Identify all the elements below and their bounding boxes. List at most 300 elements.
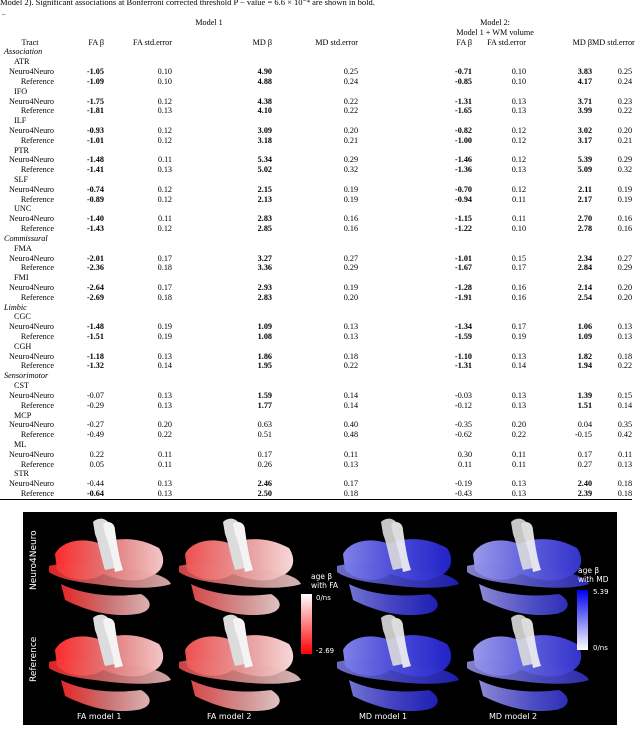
table-cell: 0.13 [343, 322, 359, 332]
group-label: Commissural [4, 233, 48, 243]
table-cell: 0.11 [512, 194, 527, 204]
table-cell: 1.06 [577, 322, 593, 332]
table-cell: 0.11 [512, 459, 527, 469]
table-row [0, 352, 632, 362]
cohort-label: Reference [20, 400, 54, 410]
table-cell: 0.11 [512, 214, 527, 224]
table-cell: 0.48 [343, 430, 359, 440]
table-cell: 0.18 [157, 263, 172, 273]
table-cell: 0.23 [617, 96, 633, 106]
cohort-label: Reference [20, 332, 54, 341]
table-cell: -1.31 [454, 361, 473, 371]
table-cell: 3.27 [257, 253, 272, 263]
table-cell: 1.86 [257, 351, 272, 361]
table-cell: 0.05 [89, 459, 104, 469]
cohort-label: Neuro4Neuro [8, 322, 54, 332]
tract-row [0, 381, 632, 391]
table-cell: 0.19 [343, 194, 359, 204]
table-cell: 0.13 [511, 106, 527, 116]
table-cell: -1.41 [86, 165, 104, 175]
table-cell: 0.26 [257, 459, 272, 469]
cohort-label: Neuro4Neuro [8, 390, 54, 400]
group-label: Sensorimotor [4, 371, 49, 381]
table-row [0, 283, 632, 293]
table-cell: 0.42 [617, 430, 633, 440]
group-label: Association [4, 47, 43, 57]
table-cell: 2.83 [257, 214, 272, 224]
table-cell: 0.13 [157, 400, 172, 410]
tract-label: ATR [14, 57, 30, 67]
table-cell: -1.00 [454, 135, 473, 145]
cohort-label: Reference [20, 263, 54, 273]
table-cell: -1.51 [86, 332, 104, 341]
cohort-label: Reference [20, 224, 54, 234]
table-cell: -1.67 [454, 263, 473, 273]
table-row [0, 332, 632, 342]
group-label: Limbic [4, 302, 27, 312]
table-cell: 0.20 [511, 420, 527, 430]
table-cell: 0.21 [617, 135, 633, 145]
model2-title: Model 2: [480, 18, 510, 27]
table-row [0, 450, 632, 460]
table-cell: 2.83 [257, 292, 272, 302]
table-cell: -0.94 [454, 194, 473, 204]
table-cell: 2.40 [577, 479, 593, 489]
table-cell: 0.16 [617, 224, 633, 234]
table-row [0, 195, 632, 205]
table-cell: 0.13 [511, 390, 527, 400]
table-cell: 0.17 [577, 449, 593, 459]
table-cell: 1.09 [257, 322, 272, 332]
table-row [0, 185, 632, 195]
table-cell: -1.32 [86, 361, 104, 371]
group-row [0, 303, 632, 313]
table-cell: 0.20 [617, 292, 633, 302]
table-cell: 0.32 [343, 165, 359, 175]
table-cell: 1.82 [577, 351, 593, 361]
table-cell: 0.13 [511, 479, 527, 489]
table-cell: 0.15 [617, 390, 633, 400]
table-cell: 0.19 [343, 184, 359, 194]
md-legend-top: 5.39 [593, 588, 609, 596]
fa-model2-neuro4neuro [179, 519, 301, 615]
table-cell: 0.18 [617, 351, 633, 361]
table-cell: 2.93 [257, 282, 272, 292]
table-cell: -1.01 [86, 135, 104, 145]
fa-model1-reference [49, 615, 171, 711]
table-cell: -1.36 [454, 165, 473, 175]
table-cell: 0.18 [157, 292, 172, 302]
cohort-label: Reference [20, 76, 54, 86]
table-cell: 0.12 [511, 125, 527, 135]
table-row [0, 136, 632, 146]
table-cell: 0.16 [511, 292, 527, 302]
caption-dash: – [2, 10, 6, 18]
table-cell: 0.17 [157, 282, 172, 292]
table-cell: 0.19 [511, 332, 527, 341]
table-cell: 0.12 [157, 224, 172, 234]
table-cell: 0.13 [104, 489, 172, 499]
table-cell: 0.13 [472, 489, 526, 499]
table-cell: 0.19 [617, 194, 633, 204]
fa-legend-top: 0/ns [316, 594, 331, 602]
table-cell: 0.04 [577, 420, 593, 430]
table-cell: 0.12 [511, 155, 527, 165]
table-cell: 0.12 [511, 135, 527, 145]
table-cell: 0.17 [511, 263, 527, 273]
tract-label: UNC [14, 204, 32, 214]
table-cell: -0.19 [454, 479, 473, 489]
col-header: FA β [88, 37, 104, 47]
table-row [0, 391, 632, 401]
table-cell: 0.20 [617, 125, 633, 135]
table-cell: -1.46 [454, 155, 473, 165]
cohort-label: Neuro4Neuro [8, 67, 54, 77]
md-model1-neuro4neuro [337, 519, 459, 615]
table-cell: 0.11 [157, 155, 172, 165]
table-cell: 0.51 [257, 430, 272, 440]
table-cell: 0.13 [157, 479, 172, 489]
cohort-label: Neuro4Neuro [8, 253, 54, 263]
table-row [0, 214, 632, 224]
table-cell: 1.39 [577, 390, 593, 400]
table-cell: 5.02 [257, 165, 272, 175]
fa-legend-bottom: -2.69 [316, 647, 335, 655]
cohort-label: Neuro4Neuro [8, 479, 54, 489]
md-legend-title [578, 566, 609, 584]
group-row [0, 234, 632, 244]
table-caption: Model 2). Significant associations at Bonferroni corrected threshold P − value = 6.6 × 10⁻⁴ are shown in bold. [0, 0, 375, 7]
table-cell: 0.12 [157, 135, 172, 145]
table-cell: 2.14 [577, 282, 593, 292]
table-cell: 0.18 [617, 479, 633, 489]
table-cell: 4.17 [577, 76, 593, 86]
fa-model1-neuro4neuro [49, 519, 171, 615]
table-cell: -1.40 [86, 214, 104, 224]
table-cell: 0.12 [511, 184, 527, 194]
table-cell: 2.85 [257, 224, 272, 234]
table-cell: 0.27 [577, 459, 593, 469]
cohort-label: Neuro4Neuro [8, 155, 54, 165]
table-cell: 4.88 [257, 76, 272, 86]
table-cell: -1.48 [86, 322, 104, 332]
row-label-neuro4neuro: Neuro4Neuro [29, 530, 39, 590]
table-cell: -1.34 [454, 322, 473, 332]
table-cell: 0.13 [343, 459, 359, 469]
table-cell: 0.19 [157, 322, 172, 332]
table-cell: 0.40 [343, 420, 359, 430]
table-cell: -1.01 [454, 253, 473, 263]
table-cell: 0.14 [343, 400, 359, 410]
table-row [0, 489, 632, 499]
table-cell: 2.54 [577, 292, 593, 302]
table-cell: 3.02 [577, 125, 593, 135]
table-cell: 0.25 [617, 67, 633, 77]
table-cell: -1.59 [454, 332, 473, 341]
tract-label: CGH [14, 341, 32, 351]
table-cell: 2.13 [257, 194, 272, 204]
fa-colorbar [301, 594, 312, 654]
table-cell: 0.12 [157, 184, 172, 194]
table-cell: 1.08 [257, 332, 272, 341]
tract-row [0, 204, 632, 214]
table-cell: -2.64 [86, 282, 104, 292]
table-row [0, 165, 632, 175]
model2-header [358, 18, 632, 28]
table-cell: 2.84 [577, 263, 593, 273]
table-cell: 2.50 [172, 489, 272, 499]
table-cell: -1.31 [454, 96, 473, 106]
tract-renderings [23, 512, 617, 725]
table-cell: 0.13 [511, 351, 527, 361]
cohort-label: Reference [0, 489, 60, 499]
table-cell: 4.90 [257, 67, 272, 77]
table-row [0, 430, 632, 440]
table-cell: -0.03 [454, 390, 473, 400]
table-cell: 0.18 [272, 489, 358, 499]
md-legend-title-2: with MD [578, 575, 609, 584]
table-cell: 0.22 [343, 361, 359, 371]
table-cell: 0.19 [343, 282, 359, 292]
table-cell: 0.13 [617, 459, 633, 469]
table-cell: -1.18 [86, 351, 104, 361]
table-cell: 0.22 [157, 430, 172, 440]
tract-row [0, 469, 632, 479]
cohort-label: Reference [20, 459, 54, 469]
table-cell: 0.11 [458, 459, 473, 469]
table-cell: 0.14 [157, 361, 172, 371]
table-cell: 0.11 [157, 459, 172, 469]
cohort-label: Reference [20, 292, 54, 302]
table-cell: 0.32 [617, 165, 633, 175]
table-cell: 3.36 [257, 263, 272, 273]
header-row-1 [0, 18, 632, 28]
header-row-3 [0, 38, 632, 48]
col-header: MD β [572, 37, 593, 47]
cohort-label: Reference [20, 135, 54, 145]
header-row-2 [0, 28, 632, 38]
tract-label: SLF [14, 175, 29, 184]
table-cell: -1.15 [454, 214, 473, 224]
table-cell: -2.01 [86, 253, 104, 263]
table-row [0, 126, 632, 136]
table-cell: 2.34 [577, 253, 593, 263]
table-cell: 0.27 [617, 253, 633, 263]
table-cell: 0.11 [157, 449, 172, 459]
model1-header: Model 1 [195, 18, 223, 27]
table-cell: 0.24 [343, 76, 359, 86]
table-cell: 0.10 [511, 67, 527, 77]
table-cell: 0.21 [343, 135, 359, 145]
table-row [0, 401, 632, 411]
table-cell: 0.29 [617, 263, 633, 273]
table-cell: 5.39 [577, 155, 593, 165]
table-cell: 0.19 [617, 184, 633, 194]
table-cell: 0.17 [511, 322, 527, 332]
table-cell: 3.83 [577, 67, 593, 77]
table-cell: 1.51 [577, 400, 593, 410]
table-cell: -1.09 [86, 76, 104, 86]
table-cell: 0.13 [511, 96, 527, 106]
fa-legend-title-2: with FA [311, 581, 339, 590]
table-cell: -0.85 [454, 76, 473, 86]
col-header: FA std.error [487, 37, 527, 47]
md-model2-neuro4neuro [467, 519, 589, 615]
table-cell: 0.13 [617, 322, 633, 332]
table-row [0, 263, 632, 273]
tract-row [0, 273, 632, 283]
table-cell: 3.18 [257, 135, 272, 145]
model2-subtitle: Model 1 + WM volume [456, 27, 534, 37]
table-cell: 0.35 [617, 420, 633, 430]
cohort-label: Neuro4Neuro [8, 449, 54, 459]
cohort-label: Reference [20, 106, 54, 116]
table-row [0, 67, 632, 77]
table-cell: -0.29 [86, 400, 104, 410]
tract-label: STR [14, 469, 30, 479]
table-cell: 2.17 [577, 194, 593, 204]
table-cell: 0.10 [157, 67, 172, 77]
table-cell: -0.27 [86, 420, 104, 430]
table-cell: 0.22 [511, 430, 527, 440]
table-cell: 0.63 [257, 420, 272, 430]
table-cell: 0.16 [511, 282, 527, 292]
table-cell: 0.16 [617, 214, 633, 224]
table-cell: -1.75 [86, 96, 104, 106]
table-cell: 0.13 [511, 400, 527, 410]
md-model1-reference [337, 615, 459, 711]
cohort-label: Neuro4Neuro [8, 351, 54, 361]
table-cell: 3.99 [577, 106, 593, 116]
table-row [0, 77, 632, 87]
tract-row [0, 116, 632, 126]
table-cell: 0.14 [617, 400, 633, 410]
tract-label: IFO [14, 86, 28, 96]
table-row [0, 322, 632, 332]
table-cell: 0.13 [157, 165, 172, 175]
tract-label: MCP [14, 410, 32, 420]
table-cell: 0.12 [157, 125, 172, 135]
table-row [0, 106, 632, 116]
table-cell: -0.62 [454, 430, 473, 440]
table-cell: -2.36 [86, 263, 104, 273]
table-cell: 0.22 [343, 96, 359, 106]
table-cell: -1.05 [86, 67, 104, 77]
col-header: MD β [252, 37, 272, 47]
tract-row [0, 87, 632, 97]
table-cell: -0.74 [86, 184, 104, 194]
col-label-fa-model1: FA model 1 [77, 712, 122, 721]
table-cell: 0.15 [511, 253, 527, 263]
table-cell: -0.35 [454, 420, 473, 430]
table-row [0, 224, 632, 234]
tract-label: FMA [14, 243, 32, 253]
table-cell: 0.17 [343, 479, 359, 489]
table-cell: -0.44 [86, 479, 104, 489]
table-cell: 0.17 [257, 449, 272, 459]
table-cell: 0.16 [343, 214, 359, 224]
tract-row [0, 57, 632, 67]
table-cell: 3.09 [257, 125, 272, 135]
tract-row [0, 175, 632, 185]
table-cell: 0.29 [343, 155, 359, 165]
table-row [0, 361, 632, 371]
tract-label: FMI [14, 273, 29, 283]
table-cell: 0.25 [343, 67, 359, 77]
table-body [0, 47, 632, 499]
results-table [0, 18, 635, 500]
col-header: MD std.error [592, 37, 635, 47]
tract-row [0, 411, 632, 421]
table-cell: 1.94 [577, 361, 593, 371]
col-label-md-model1: MD model 1 [359, 712, 408, 721]
table-cell: 5.09 [577, 165, 593, 175]
table-cell: -1.22 [454, 224, 473, 234]
table-cell: -1.81 [86, 106, 104, 116]
table-cell: -1.10 [454, 351, 473, 361]
col-header: FA std.error [133, 37, 172, 47]
table-row [0, 420, 632, 430]
table-cell: -0.07 [86, 390, 104, 400]
table-row [0, 460, 632, 470]
tract-header: Tract [21, 37, 39, 47]
table-cell: 0.22 [617, 361, 633, 371]
table-cell: 0.13 [157, 351, 172, 361]
table-cell: 3.17 [577, 135, 593, 145]
cohort-label: Reference [20, 194, 54, 204]
table-cell: -0.12 [454, 400, 473, 410]
tract-row [0, 146, 632, 156]
table-cell: 0.13 [617, 332, 633, 341]
row-label-reference: Reference [29, 636, 39, 682]
table-cell: 0.20 [343, 292, 359, 302]
col-label-fa-model2: FA model 2 [207, 712, 252, 721]
table-cell: 0.11 [618, 449, 633, 459]
fa-model2-reference [179, 615, 301, 711]
table-row [0, 479, 632, 489]
table-cell: -1.43 [86, 224, 104, 234]
table-cell: 3.71 [577, 96, 593, 106]
md-legend-title-1: age β [578, 566, 600, 575]
table-cell: 0.27 [343, 253, 359, 263]
table-cell: 0.10 [511, 76, 527, 86]
table-cell: -0.89 [86, 194, 104, 204]
table-cell: 4.38 [257, 96, 272, 106]
table-cell: -0.49 [86, 430, 104, 440]
cohort-label: Reference [20, 361, 54, 371]
table-cell: -0.15 [574, 430, 593, 440]
table-cell: 0.12 [157, 194, 172, 204]
tract-label: CST [14, 381, 30, 391]
col-header: MD std.error [315, 37, 359, 47]
table-cell: 2.46 [257, 479, 272, 489]
table-cell: 0.11 [157, 214, 172, 224]
table-cell: 0.22 [89, 449, 104, 459]
table-row [0, 254, 632, 264]
table-cell: 0.30 [457, 449, 473, 459]
cohort-label: Reference [20, 165, 54, 175]
md-legend-bottom: 0/ns [593, 644, 608, 652]
table-cell: 0.14 [343, 390, 359, 400]
tract-row [0, 440, 632, 450]
table-cell: 0.22 [343, 106, 359, 116]
tract-label: CGC [14, 312, 31, 322]
table-cell: 0.13 [343, 332, 359, 341]
fa-legend-title [311, 572, 338, 590]
table-cell: 4.10 [257, 106, 272, 116]
table-cell: -1.28 [454, 282, 473, 292]
tract-label: ML [14, 439, 27, 449]
